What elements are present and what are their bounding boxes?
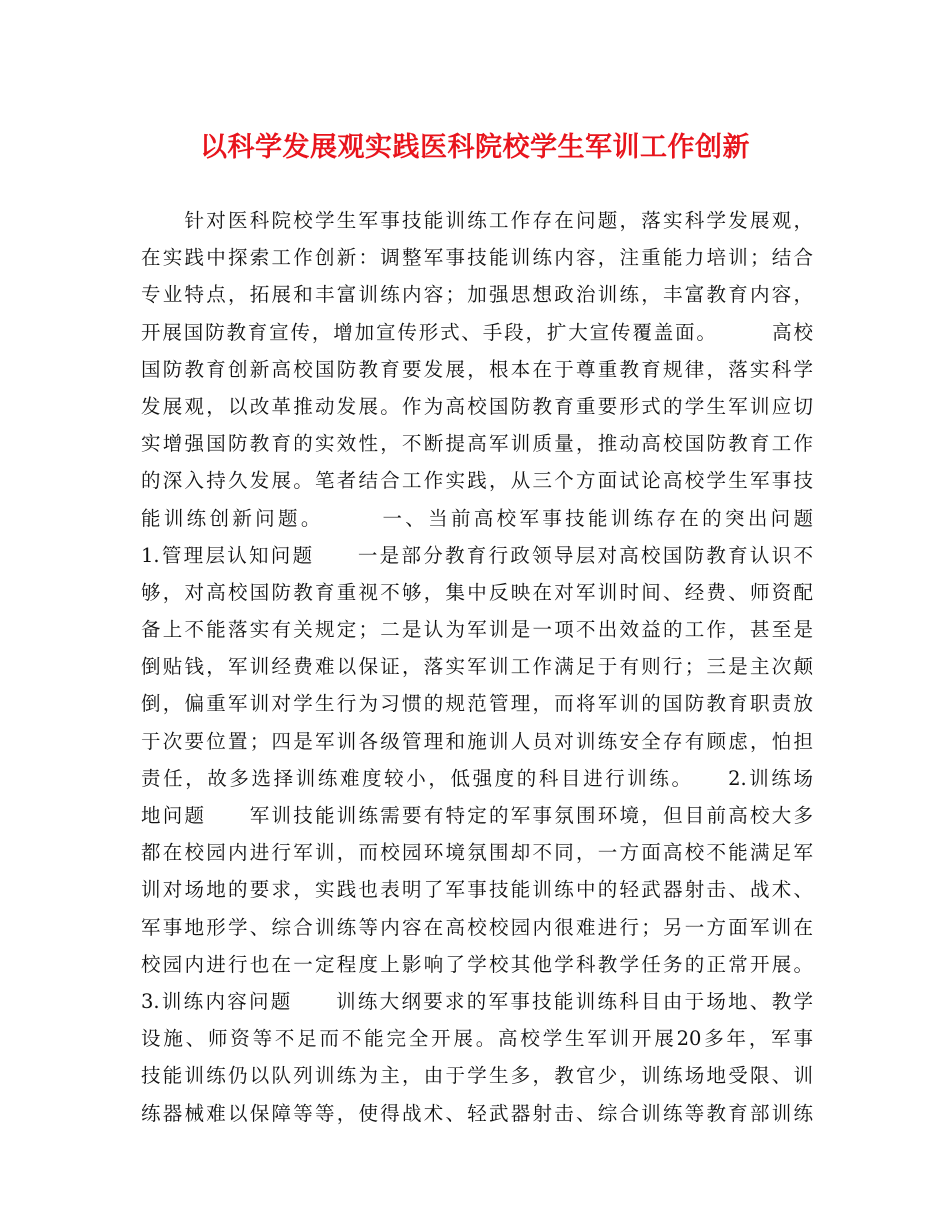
body-line: 设施、师资等不足而不能完全开展。高校学生军训开展20多年，军事 [141,1027,813,1051]
body-line: 实增强国防教育的实效性，不断提高军训质量，推动高校国防教育工作 [141,432,813,456]
body-line: 倒贴钱，军训经费难以保证，落实军训工作满足于有则行；三是主次颠 [141,655,813,679]
body-line: 责任，故多选择训练难度较小，低强度的科目进行训练。 2.训练场 [141,766,813,790]
body-line: 技能训练仍以队列训练为主，由于学生多，教官少，训练场地受限、训 [141,1064,813,1088]
body-line: 在实践中探索工作创新：调整军事技能训练内容，注重能力培训；结合 [141,246,813,270]
body-line: 练器械难以保障等等，使得战术、轻武器射击、综合训练等教育部训练 [141,1101,813,1125]
document-body [141,202,813,1132]
body-line: 的深入持久发展。笔者结合工作实践，从三个方面试论高校学生军事技 [141,469,813,493]
body-line: 开展国防教育宣传，增加宣传形式、手段，扩大宣传覆盖面。 高校 [141,320,813,344]
body-line: 够，对高校国防教育重视不够，集中反映在对军训时间、经费、师资配 [141,580,813,604]
body-line: 针对医科院校学生军事技能训练工作存在问题，落实科学发展观， [141,209,813,232]
body-line: 都在校园内进行军训，而校园环境氛围却不同，一方面高校不能满足军 [141,841,813,865]
body-line: 训对场地的要求，实践也表明了军事技能训练中的轻武器射击、战术、 [141,878,813,902]
body-line: 发展观，以改革推动发展。作为高校国防教育重要形式的学生军训应切 [141,394,813,418]
body-line: 倒，偏重军训对学生行为习惯的规范管理，而将军训的国防教育职责放 [141,692,813,716]
body-line: 于次要位置；四是军训各级管理和施训人员对训练安全存有顾虑，怕担 [141,729,813,753]
document-title: 以科学发展观实践医科院校学生军训工作创新 [200,132,750,163]
body-line: 专业特点，拓展和丰富训练内容；加强思想政治训练，丰富教育内容， [141,283,813,307]
body-line: 国防教育创新高校国防教育要发展，根本在于尊重教育规律，落实科学 [141,357,813,381]
body-line: 1.管理层认知问题 一是部分教育行政领导层对高校国防教育认识不 [141,543,813,567]
body-line: 军事地形学、综合训练等内容在高校校园内很难进行；另一方面军训在 [141,915,813,939]
body-line: 3.训练内容问题 训练大纲要求的军事技能训练科目由于场地、教学 [141,989,813,1013]
body-line: 地问题 军训技能训练需要有特定的军事氛围环境，但目前高校大多 [141,804,813,827]
body-line: 备上不能落实有关规定；二是认为军训是一项不出效益的工作，甚至是 [141,618,813,642]
body-line: 能训练创新问题。 一、当前高校军事技能训练存在的突出问题 [141,506,813,530]
body-line: 校园内进行也在一定程度上影响了学校其他学科教学任务的正常开展。 [141,952,813,976]
